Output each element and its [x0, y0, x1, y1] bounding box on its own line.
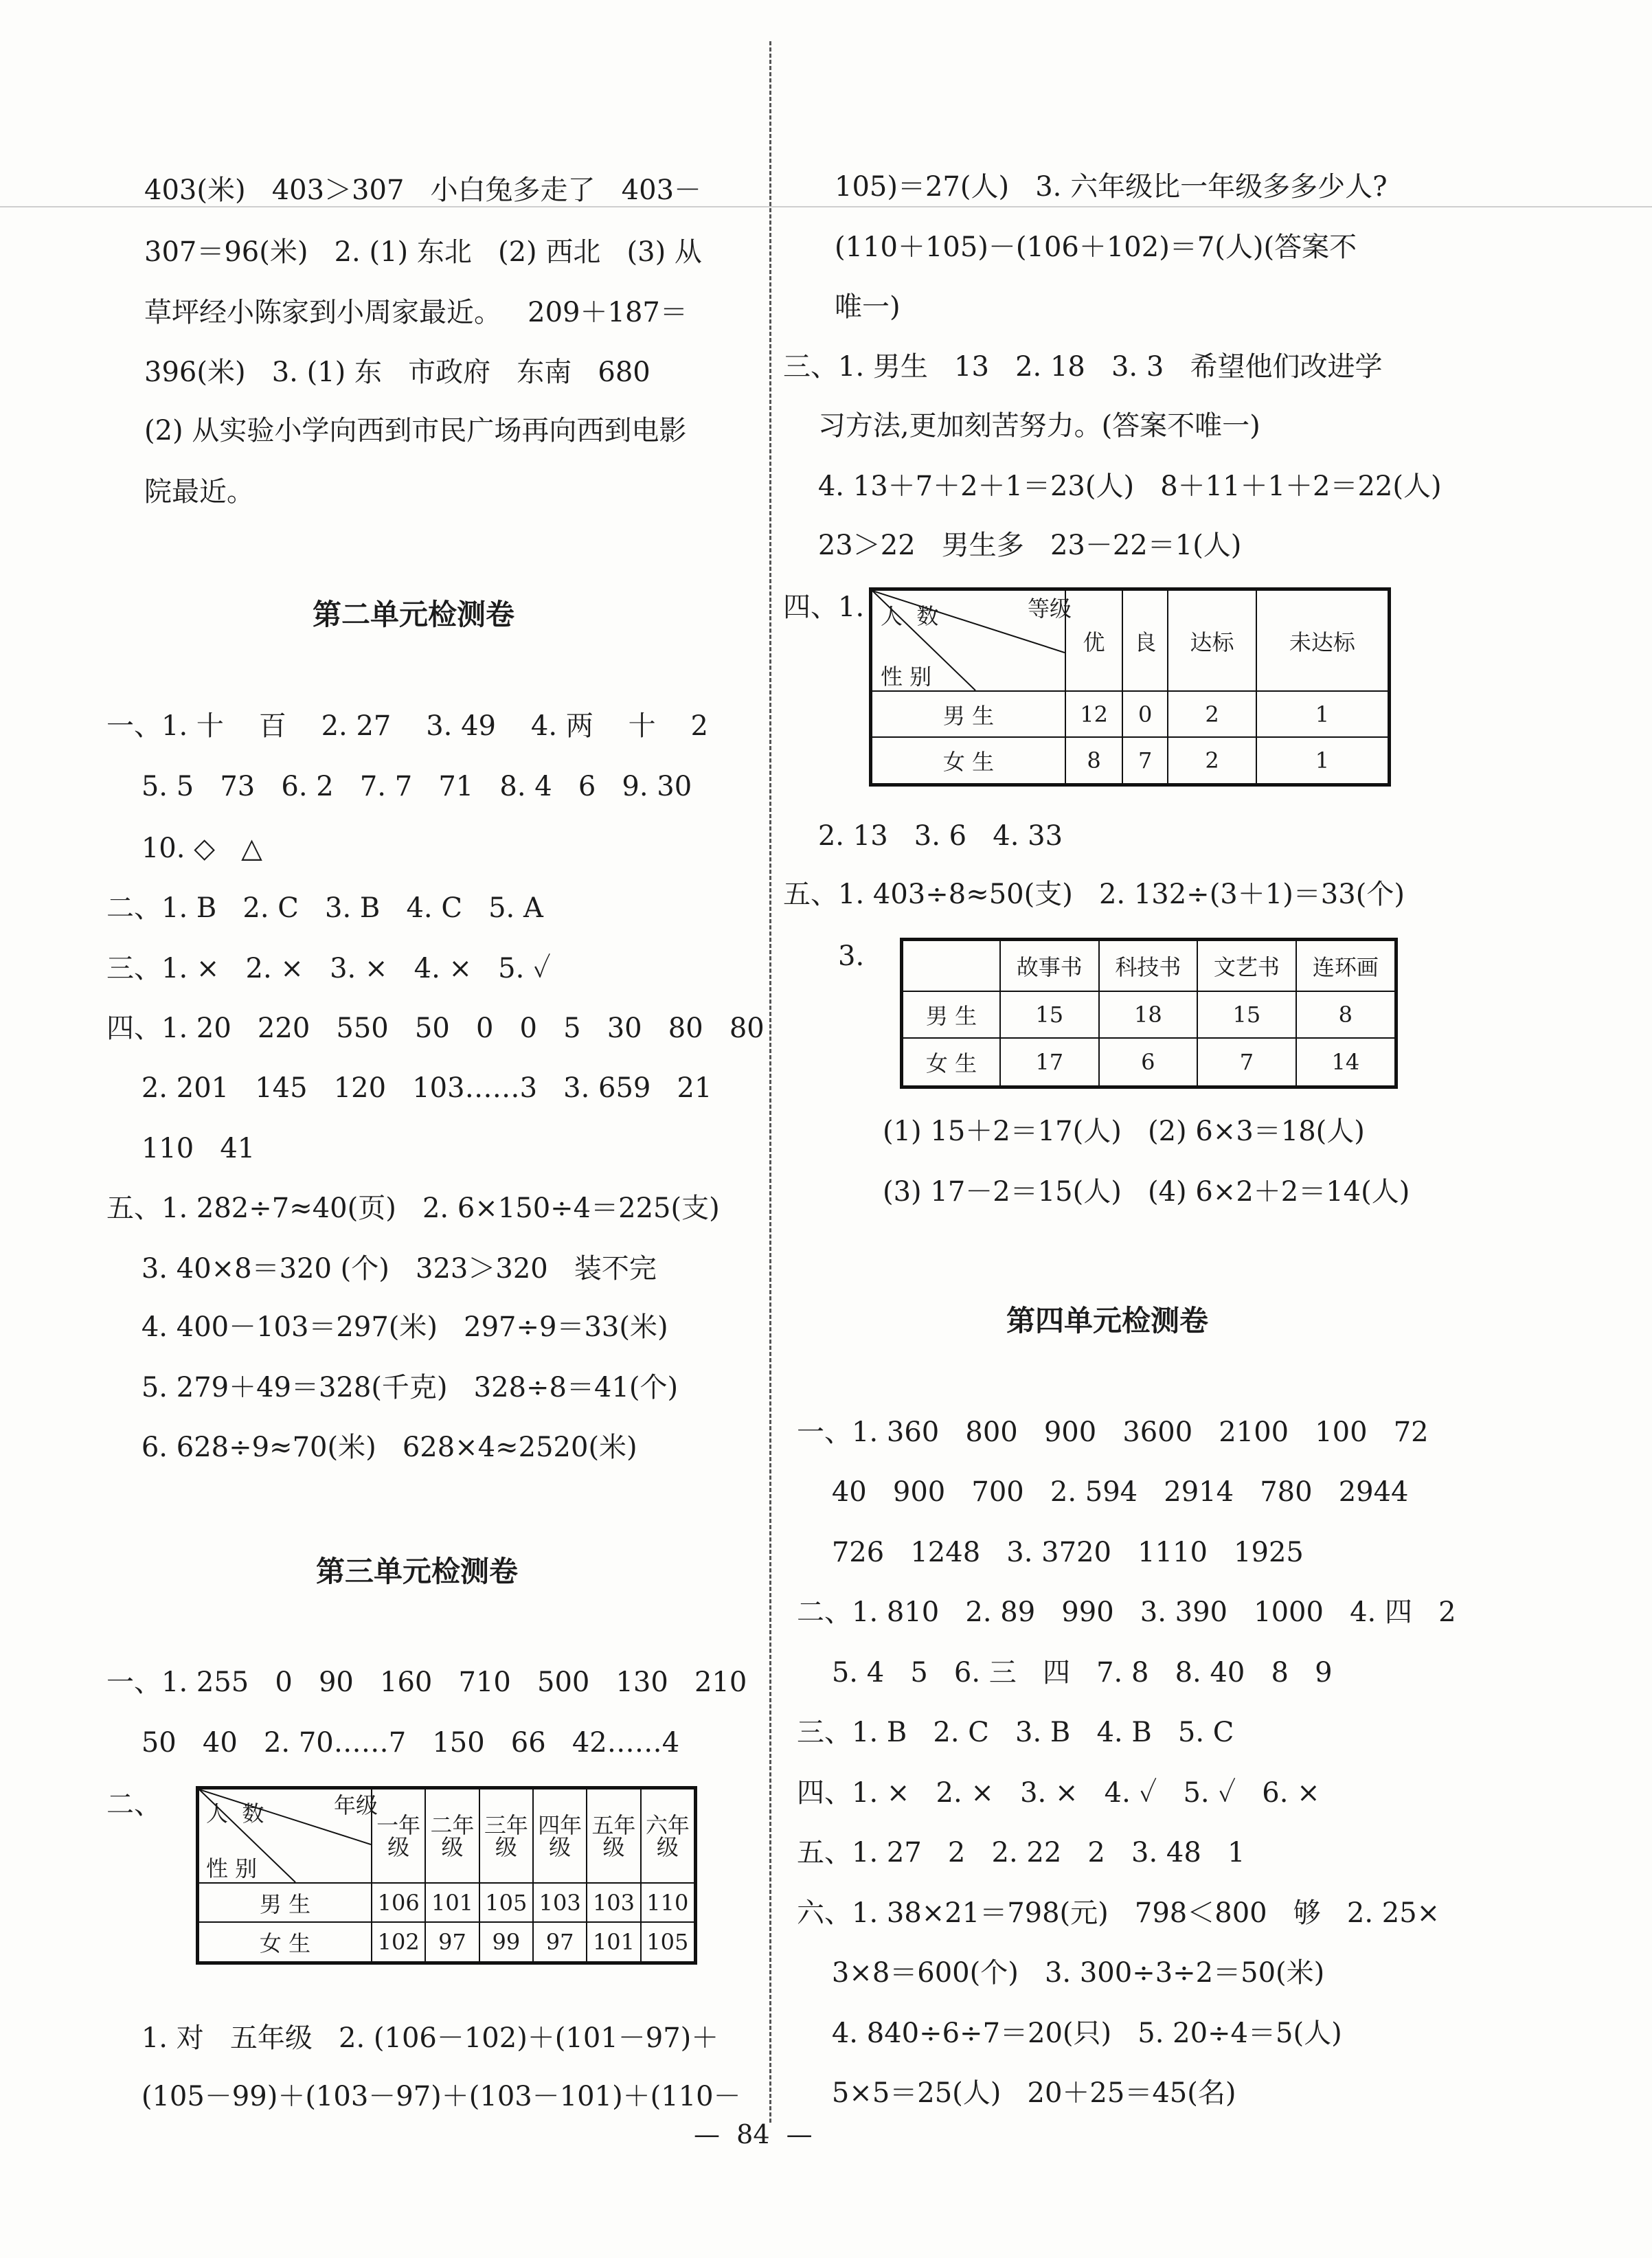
- data-cell: 105: [641, 1922, 696, 1963]
- item-label: 3.: [838, 940, 865, 972]
- data-cell: 6: [1099, 1038, 1198, 1087]
- text-line: 1. 对 五年级 2. (106－102)＋(101－97)＋: [106, 2022, 719, 2054]
- header-cell: 连环画: [1296, 940, 1396, 991]
- text-line: 726 1248 3. 3720 1110 1925: [797, 1537, 1304, 1568]
- data-cell: 110: [641, 1883, 696, 1922]
- text-line: 10. ◇ △: [106, 833, 262, 864]
- data-cell: 103: [533, 1883, 587, 1922]
- header-cell: 四年级: [533, 1788, 587, 1884]
- corner-bottom-label: 性 别: [206, 1855, 258, 1882]
- text-line: 四、1. 20 220 550 50 0 0 5 30 80 80: [106, 1013, 765, 1044]
- data-cell: 7: [1122, 737, 1168, 784]
- text-line: 二、1. B 2. C 3. B 4. C 5. A: [106, 892, 543, 924]
- column-divider: [769, 41, 771, 2123]
- data-cell: 14: [1296, 1038, 1396, 1087]
- text-line: 4. 13＋7＋2＋1＝23(人) 8＋11＋1＋2＝22(人): [783, 471, 1442, 502]
- text-line: 草坪经小陈家到小周家最近。 209＋187＝: [144, 297, 688, 328]
- data-cell: 12: [1065, 691, 1122, 737]
- header-cell: 文艺书: [1197, 940, 1296, 991]
- data-cell: 15: [1000, 991, 1099, 1039]
- text-line: 五、1. 403÷8≈50(支) 2. 132÷(3＋1)＝33(个): [783, 879, 1405, 910]
- text-line: 院最近。: [144, 476, 254, 508]
- books-table: [900, 938, 1398, 1089]
- row-label: 女 生: [902, 1038, 1001, 1087]
- data-cell: 106: [372, 1883, 425, 1922]
- text-line: (110＋105)－(106＋102)＝7(人)(答案不: [835, 232, 1357, 263]
- row-label: 女 生: [871, 737, 1066, 784]
- text-line: 307＝96(米) 2. (1) 东北 (2) 西北 (3) 从: [144, 236, 702, 268]
- header-rule: [0, 206, 1652, 207]
- data-cell: 103: [587, 1883, 640, 1922]
- header-cell: 科技书: [1099, 940, 1198, 991]
- data-cell: 101: [425, 1883, 479, 1922]
- text-line: 403(米) 403＞307 小白兔多走了 403－: [144, 174, 702, 206]
- text-line: 5. 4 5 6. 三 四 7. 8 8. 40 8 9: [797, 1657, 1333, 1689]
- page-number: — 84 —: [694, 2119, 813, 2149]
- data-cell: 7: [1197, 1038, 1296, 1087]
- data-cell: 97: [425, 1922, 479, 1963]
- text-line: 一、1. 十 百 2. 27 3. 49 4. 两 十 2: [106, 710, 708, 742]
- corner-bottom-label: 性 别: [881, 664, 932, 690]
- level-table: [869, 587, 1391, 787]
- header-cell: 良: [1122, 589, 1168, 692]
- text-line: (105－99)＋(103－97)＋(103－101)＋(110－: [106, 2081, 741, 2112]
- text-line: 2. 13 3. 6 4. 33: [783, 820, 1063, 852]
- text-line: 2. 201 145 120 103……3 3. 659 21: [106, 1072, 712, 1104]
- text-line: 40 900 700 2. 594 2914 780 2944: [797, 1476, 1409, 1508]
- text-line: 唯一): [835, 291, 901, 323]
- text-line: 三、1. 男生 13 2. 18 3. 3 希望他们改进学: [783, 351, 1383, 383]
- unit4-title: 第四单元检测卷: [1006, 1304, 1209, 1337]
- header-cell: 三年级: [479, 1788, 533, 1884]
- text-line: 六、1. 38×21＝798(元) 798＜800 够 2. 25×: [797, 1897, 1440, 1929]
- section-label: 四、1.: [783, 591, 865, 623]
- text-line: 二、1. 810 2. 89 990 3. 390 1000 4. 四 2: [797, 1596, 1456, 1628]
- text-line: 3. 40×8＝320 (个) 323＞320 装不完: [106, 1253, 657, 1285]
- data-cell: 97: [533, 1922, 587, 1963]
- data-cell: 2: [1168, 691, 1256, 737]
- row-label: 男 生: [871, 691, 1066, 737]
- text-line: 5×5＝25(人) 20＋25＝45(名): [797, 2077, 1236, 2109]
- text-line: 五、1. 27 2 2. 22 2 3. 48 1: [797, 1837, 1245, 1869]
- corner-mid-label: 人 数: [881, 603, 939, 629]
- section-label: 二、: [106, 1789, 161, 1820]
- data-cell: 17: [1000, 1038, 1099, 1087]
- text-line: 5. 5 73 6. 2 7. 7 71 8. 4 6 9. 30: [106, 771, 692, 802]
- header-cell: 故事书: [1000, 940, 1099, 991]
- table-corner-cell: [198, 1788, 378, 1884]
- data-cell: 99: [479, 1922, 533, 1963]
- data-cell: 1: [1256, 737, 1390, 784]
- text-line: 6. 628÷9≈70(米) 628×4≈2520(米): [106, 1432, 637, 1463]
- text-line: 五、1. 282÷7≈40(页) 2. 6×150÷4＝225(支): [106, 1193, 720, 1224]
- text-line: 一、1. 255 0 90 160 710 500 130 210: [106, 1667, 747, 1698]
- text-line: 4. 840÷6÷7＝20(只) 5. 20÷4＝5(人): [797, 2018, 1342, 2049]
- header-cell: 达标: [1168, 589, 1256, 692]
- data-cell: 8: [1065, 737, 1122, 784]
- text-line: 4. 400－103＝297(米) 297÷9＝33(米): [106, 1311, 668, 1343]
- empty-corner-cell: [902, 940, 1001, 991]
- text-line: 3×8＝600(个) 3. 300÷3÷2＝50(米): [797, 1957, 1325, 1989]
- data-cell: 8: [1296, 991, 1396, 1039]
- data-cell: 0: [1122, 691, 1168, 737]
- header-cell: 优: [1065, 589, 1122, 692]
- row-label: 男 生: [198, 1883, 372, 1922]
- text-line: 一、1. 360 800 900 3600 2100 100 72: [797, 1416, 1429, 1448]
- row-label: 男 生: [902, 991, 1001, 1039]
- corner-mid-label: 人 数: [206, 1800, 264, 1827]
- text-line: (3) 17－2＝15(人) (4) 6×2＋2＝14(人): [883, 1176, 1410, 1208]
- data-cell: 105: [479, 1883, 533, 1922]
- text-line: 三、1. B 2. C 3. B 4. B 5. C: [797, 1717, 1234, 1748]
- header-cell: 一年级: [372, 1788, 425, 1884]
- data-cell: 18: [1099, 991, 1198, 1039]
- text-line: 四、1. × 2. × 3. × 4. ✓ 5. ✓ 6. ×: [797, 1777, 1320, 1809]
- text-line: 110 41: [106, 1133, 256, 1164]
- data-cell: 1: [1256, 691, 1390, 737]
- header-cell: 二年级: [425, 1788, 479, 1884]
- data-cell: 15: [1197, 991, 1296, 1039]
- text-line: (2) 从实验小学向西到市民广场再向西到电影: [144, 415, 687, 447]
- text-line: 396(米) 3. (1) 东 市政府 东南 680: [144, 357, 650, 388]
- text-line: 50 40 2. 70……7 150 66 42……4: [106, 1727, 680, 1759]
- corner-top-label: 年级: [334, 1792, 378, 1818]
- row-label: 女 生: [198, 1922, 372, 1963]
- header-cell: 未达标: [1256, 589, 1390, 692]
- grade-table: [196, 1786, 697, 1965]
- text-line: 三、1. × 2. × 3. × 4. × 5. ✓: [106, 953, 551, 984]
- data-cell: 102: [372, 1922, 425, 1963]
- unit3-title: 第三单元检测卷: [316, 1555, 519, 1588]
- data-cell: 2: [1168, 737, 1256, 784]
- header-cell: 五年级: [587, 1788, 640, 1884]
- unit2-title: 第二单元检测卷: [313, 598, 515, 631]
- text-line: (1) 15＋2＝17(人) (2) 6×3＝18(人): [883, 1116, 1365, 1147]
- data-cell: 101: [587, 1922, 640, 1963]
- text-line: 习方法,更加刻苦努力。(答案不唯一): [783, 410, 1260, 442]
- header-cell: 六年级: [641, 1788, 696, 1884]
- text-line: 23＞22 男生多 23－22＝1(人): [783, 530, 1242, 561]
- table-corner-cell: [871, 589, 1072, 692]
- text-line: 5. 279＋49＝328(千克) 328÷8＝41(个): [106, 1372, 679, 1403]
- corner-top-label: 等级: [1028, 596, 1072, 622]
- text-line: 105)＝27(人) 3. 六年级比一年级多多少人?: [835, 171, 1388, 203]
